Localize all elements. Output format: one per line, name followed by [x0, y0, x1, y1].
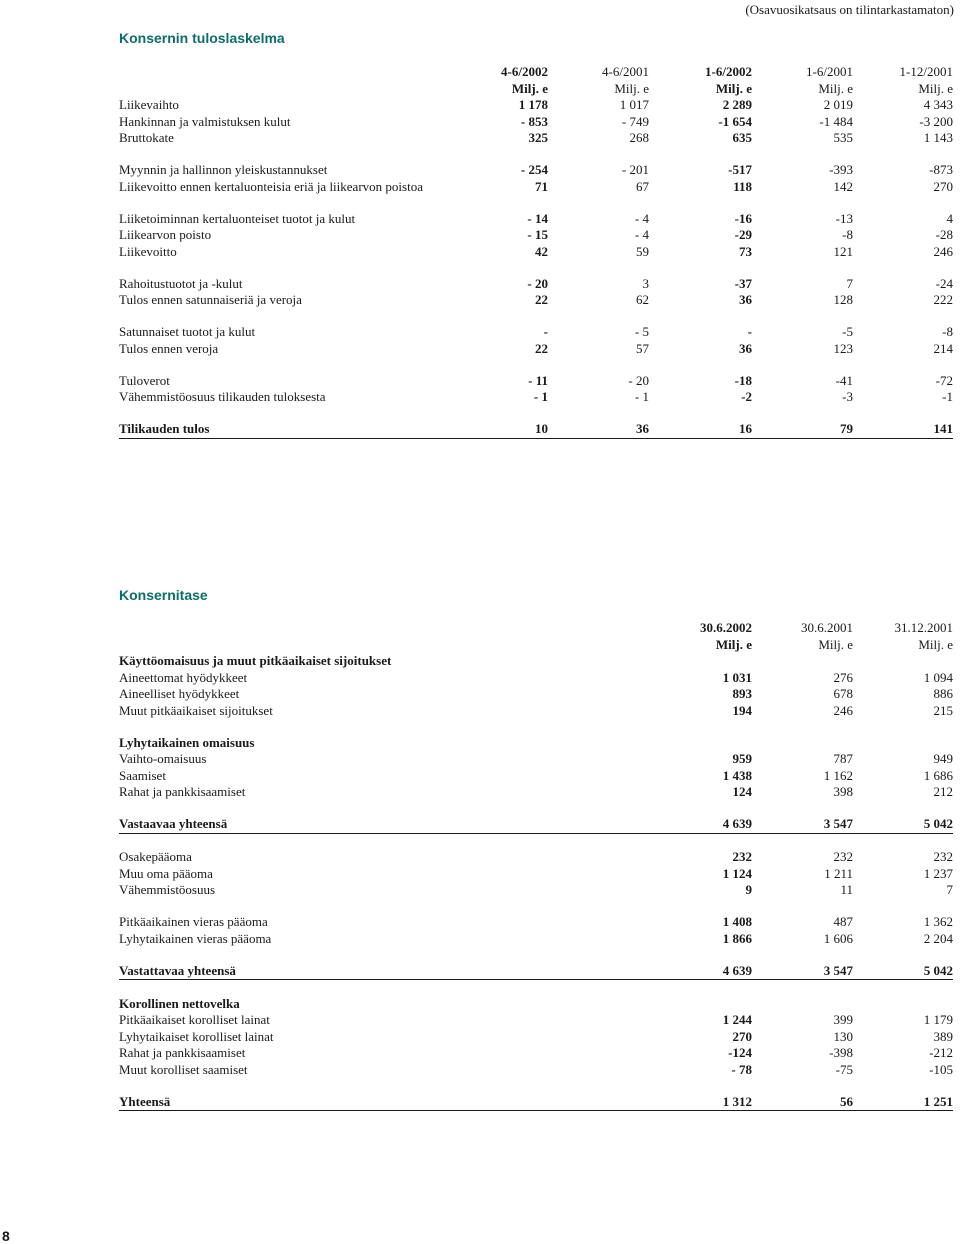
table-row — [119, 1045, 953, 1062]
section-heading-row — [119, 735, 953, 752]
row-label: Satunnaiset tuotot ja kulut — [119, 324, 256, 339]
value-cell: - 853 — [520, 113, 548, 129]
value-cell: 1 312 — [722, 1093, 752, 1109]
value-cell: - — [747, 324, 752, 339]
column-header-unit: Milj. e — [918, 636, 953, 652]
row-label: Aineelliset hyödykkeet — [119, 686, 240, 701]
value-cell: 9 — [745, 882, 752, 897]
value-cell: 1 237 — [923, 865, 953, 881]
value-cell: 1 162 — [823, 767, 853, 783]
value-cell: -28 — [935, 227, 953, 242]
row-spacer — [119, 980, 953, 996]
section-heading-row — [119, 996, 953, 1013]
value-cell: 1 866 — [722, 930, 752, 946]
value-cell: 3 547 — [823, 816, 853, 831]
row-spacer — [119, 195, 953, 211]
row-label: Pitkäaikainen vieras pääoma — [119, 914, 268, 929]
value-cell: 36 — [739, 292, 752, 307]
row-spacer — [119, 406, 953, 422]
value-cell: 7 — [846, 275, 853, 291]
row-label: Lyhytaikainen vieras pääoma — [119, 930, 272, 946]
table-row — [119, 931, 953, 948]
value-cell: 11 — [840, 882, 853, 897]
row-label: Lyhytaikainen omaisuus — [119, 734, 255, 750]
row-spacer — [119, 357, 953, 373]
value-cell: 1 244 — [722, 1012, 752, 1027]
value-cell: 118 — [733, 178, 752, 194]
value-cell: - — [543, 324, 548, 339]
value-cell: -3 — [842, 389, 853, 404]
value-cell: - 5 — [634, 324, 649, 339]
value-cell: - 78 — [731, 1061, 752, 1077]
value-cell: 398 — [833, 784, 853, 799]
value-cell: -873 — [929, 162, 953, 177]
row-label: Lyhytaikaiset korolliset lainat — [119, 1028, 274, 1044]
table-row — [119, 276, 953, 293]
table-row — [119, 341, 953, 358]
row-label: Rahat ja pankkisaamiset — [119, 1045, 246, 1060]
row-spacer — [119, 309, 953, 325]
value-cell: 141 — [933, 421, 953, 436]
value-cell: 1 143 — [923, 130, 953, 145]
value-cell: -41 — [835, 372, 853, 388]
value-cell: 57 — [636, 340, 649, 356]
value-cell: 67 — [636, 178, 649, 194]
value-cell: -75 — [835, 1061, 853, 1077]
value-cell: 678 — [833, 686, 853, 701]
value-cell: -393 — [829, 162, 853, 177]
column-header-unit: Milj. e — [818, 80, 853, 96]
value-cell: -13 — [835, 210, 853, 226]
column-header-period: 31.12.2001 — [894, 620, 953, 635]
value-cell: 1 094 — [923, 669, 953, 685]
row-label: Muu oma pääoma — [119, 865, 213, 881]
page-number: 8 — [2, 1228, 10, 1244]
value-cell: -18 — [734, 372, 752, 388]
row-label: Käyttöomaisuus ja muut pitkäaikaiset sijoitukset — [119, 653, 392, 668]
row-label: Aineettomat hyödykkeet — [119, 669, 248, 685]
table-row — [119, 914, 953, 931]
row-label: Saamiset — [119, 767, 166, 783]
value-cell: 212 — [933, 784, 953, 799]
value-cell: - 4 — [634, 210, 649, 226]
table-row — [119, 963, 953, 981]
value-cell: 487 — [833, 914, 853, 929]
balance-sheet-table — [119, 620, 953, 1111]
row-label: Muut pitkäaikaiset sijoitukset — [119, 702, 273, 718]
row-label: Liiketoiminnan kertaluonteiset tuotot ja kulut — [119, 210, 356, 226]
value-cell: 1 031 — [722, 669, 752, 685]
row-label: Liikevoitto — [119, 243, 177, 259]
value-cell: 22 — [535, 292, 548, 307]
value-cell: 325 — [528, 130, 548, 145]
column-header-period: 4-6/2001 — [602, 64, 649, 79]
value-cell: -124 — [728, 1045, 752, 1060]
row-label: Myynnin ja hallinnon yleiskustannukset — [119, 162, 328, 177]
table-row — [119, 421, 953, 439]
value-cell: 270 — [732, 1028, 752, 1044]
value-cell: 56 — [840, 1093, 853, 1109]
section-heading-row — [119, 653, 953, 670]
row-spacer — [119, 834, 953, 850]
table-row — [119, 324, 953, 341]
row-label: Rahoitustuotot ja -kulut — [119, 275, 243, 291]
value-cell: 535 — [833, 130, 853, 145]
value-cell: - 20 — [527, 275, 548, 291]
column-header-row — [119, 620, 953, 637]
row-spacer — [119, 899, 953, 915]
table-row — [119, 703, 953, 720]
column-header-unit: Milj. e — [511, 80, 548, 96]
column-header-period: 1-6/2001 — [806, 64, 853, 79]
income-statement-title: Konsernin tuloslaskelma — [119, 30, 285, 46]
value-cell: 268 — [629, 130, 649, 145]
value-cell: 1 251 — [923, 1093, 953, 1109]
value-cell: 4 639 — [722, 962, 752, 978]
table-row — [119, 866, 953, 883]
value-cell: 3 547 — [823, 962, 853, 978]
column-header-unit: Milj. e — [918, 80, 953, 96]
value-cell: 1 362 — [923, 914, 953, 929]
value-cell: 5 042 — [923, 962, 953, 978]
value-cell: 2 204 — [923, 930, 953, 946]
value-cell: 1 124 — [722, 865, 752, 881]
value-cell: 246 — [933, 243, 953, 259]
table-row — [119, 816, 953, 834]
value-cell: -37 — [734, 275, 752, 291]
row-spacer — [119, 801, 953, 817]
value-cell: 2 289 — [722, 97, 752, 112]
table-row — [119, 1062, 953, 1079]
value-cell: 16 — [739, 421, 752, 436]
value-cell: 635 — [732, 130, 752, 145]
value-cell: 1 408 — [722, 914, 752, 929]
row-spacer — [119, 1078, 953, 1094]
row-spacer — [119, 719, 953, 735]
value-cell: 232 — [732, 849, 752, 864]
value-cell: 886 — [933, 686, 953, 701]
value-cell: 4 — [946, 210, 953, 226]
table-row — [119, 373, 953, 390]
table-row — [119, 179, 953, 196]
row-label: Tulos ennen satunnaiseriä ja veroja — [119, 292, 302, 307]
row-label: Tilikauden tulos — [119, 421, 210, 436]
value-cell: 142 — [833, 178, 853, 194]
row-label: Vähemmistöosuus tilikauden tuloksesta — [119, 389, 326, 404]
value-cell: 130 — [833, 1028, 853, 1044]
value-cell: 215 — [933, 702, 953, 718]
value-cell: 73 — [739, 243, 752, 259]
value-cell: - 749 — [621, 113, 649, 129]
value-cell: -3 200 — [919, 113, 953, 129]
value-cell: -24 — [935, 275, 953, 291]
value-cell: 121 — [833, 243, 853, 259]
row-label: Hankinnan ja valmistuksen kulut — [119, 113, 291, 129]
table-row — [119, 244, 953, 261]
column-header-period: 1-12/2001 — [899, 64, 953, 79]
value-cell: 36 — [636, 421, 649, 436]
income-statement-table — [119, 64, 953, 439]
table-row — [119, 751, 953, 768]
table-row — [119, 670, 953, 687]
table-row — [119, 114, 953, 131]
value-cell: 79 — [840, 421, 853, 436]
value-cell: 232 — [833, 849, 853, 864]
value-cell: 124 — [732, 784, 752, 799]
report-note: (Osavuosikatsaus on tilintarkastamaton) — [745, 2, 954, 17]
table-row — [119, 882, 953, 899]
row-label: Tulos ennen veroja — [119, 340, 219, 356]
value-cell: 270 — [933, 178, 953, 194]
value-cell: 1 178 — [518, 97, 548, 112]
value-cell: 2 019 — [823, 97, 853, 112]
value-cell: - 201 — [621, 162, 649, 177]
table-row — [119, 1012, 953, 1029]
value-cell: - 254 — [520, 162, 548, 177]
value-cell: -105 — [929, 1061, 953, 1077]
value-cell: 4 343 — [923, 97, 953, 112]
value-cell: 4 639 — [722, 816, 752, 831]
value-cell: -212 — [929, 1045, 953, 1060]
table-row — [119, 227, 953, 244]
value-cell: -1 654 — [718, 113, 752, 129]
table-row — [119, 130, 953, 147]
value-cell: 1 211 — [824, 865, 853, 881]
row-label: Osakepääoma — [119, 849, 192, 864]
table-row — [119, 211, 953, 228]
value-cell: 1 606 — [823, 930, 853, 946]
row-label: Rahat ja pankkisaamiset — [119, 784, 246, 799]
row-label: Vaihto-omaisuus — [119, 751, 207, 766]
row-label: Liikevoitto ennen kertaluonteisia eriä ja liikearvon poistoa — [119, 178, 423, 194]
row-spacer — [119, 260, 953, 276]
row-label: Tuloverot — [119, 372, 170, 388]
row-label: Liikevaihto — [119, 97, 179, 112]
value-cell: 1 179 — [923, 1012, 953, 1027]
column-header-row — [119, 637, 953, 654]
value-cell: - 15 — [527, 227, 548, 242]
row-label: Vastaavaa yhteensä — [119, 816, 228, 831]
column-header-unit: Milj. e — [818, 636, 853, 652]
column-header-row — [119, 64, 953, 81]
column-header-period: 30.6.2001 — [801, 620, 853, 635]
row-label: Bruttokate — [119, 130, 174, 145]
column-header-unit: Milj. e — [715, 636, 752, 652]
value-cell: -29 — [734, 227, 752, 242]
value-cell: -1 484 — [819, 113, 853, 129]
table-row — [119, 784, 953, 801]
table-row — [119, 292, 953, 309]
table-row — [119, 389, 953, 406]
value-cell: -2 — [741, 389, 752, 404]
value-cell: -5 — [842, 324, 853, 339]
row-label: Muut korolliset saamiset — [119, 1061, 248, 1077]
value-cell: 5 042 — [923, 816, 953, 831]
value-cell: - 1 — [533, 389, 548, 404]
value-cell: 62 — [636, 292, 649, 307]
value-cell: 1 438 — [722, 767, 752, 783]
value-cell: 232 — [933, 849, 953, 864]
value-cell: 3 — [642, 275, 649, 291]
value-cell: 194 — [732, 702, 752, 718]
column-header-unit: Milj. e — [614, 80, 649, 96]
table-row — [119, 849, 953, 866]
row-label: Pitkäaikaiset korolliset lainat — [119, 1012, 270, 1027]
row-label: Liikearvon poisto — [119, 227, 212, 242]
value-cell: 71 — [535, 178, 548, 194]
column-header-unit: Milj. e — [715, 80, 752, 96]
value-cell: 389 — [933, 1028, 953, 1044]
row-label: Korollinen nettovelka — [119, 995, 240, 1011]
value-cell: - 14 — [527, 210, 548, 226]
value-cell: 7 — [946, 882, 953, 897]
table-row — [119, 686, 953, 703]
value-cell: -8 — [842, 227, 853, 242]
value-cell: - 11 — [528, 372, 548, 388]
value-cell: 22 — [535, 340, 548, 356]
value-cell: 787 — [833, 751, 853, 766]
value-cell: 214 — [933, 340, 953, 356]
row-spacer — [119, 147, 953, 163]
value-cell: 59 — [636, 243, 649, 259]
row-label: Vastattavaa yhteensä — [119, 962, 236, 978]
value-cell: 222 — [933, 292, 953, 307]
value-cell: 1 017 — [619, 97, 649, 112]
value-cell: -8 — [942, 324, 953, 339]
balance-sheet-title: Konsernitase — [119, 587, 208, 603]
value-cell: 42 — [535, 243, 548, 259]
value-cell: 128 — [833, 292, 853, 307]
value-cell: 10 — [535, 421, 548, 436]
value-cell: 123 — [833, 340, 853, 356]
column-header-period: 30.6.2002 — [700, 620, 752, 635]
table-row — [119, 768, 953, 785]
row-label: Yhteensä — [119, 1093, 171, 1109]
value-cell: -72 — [935, 372, 953, 388]
table-row — [119, 97, 953, 114]
value-cell: 246 — [833, 702, 853, 718]
value-cell: 893 — [732, 686, 752, 701]
value-cell: -1 — [942, 389, 953, 404]
column-header-period: 4-6/2002 — [501, 64, 548, 79]
table-row — [119, 1029, 953, 1046]
value-cell: - 20 — [628, 372, 649, 388]
value-cell: -517 — [728, 162, 752, 177]
value-cell: 276 — [833, 669, 853, 685]
table-row — [119, 162, 953, 179]
value-cell: - 1 — [634, 389, 649, 404]
value-cell: 959 — [732, 751, 752, 766]
value-cell: -398 — [829, 1045, 853, 1060]
value-cell: - 4 — [634, 227, 649, 242]
table-row — [119, 1094, 953, 1112]
value-cell: 949 — [933, 751, 953, 766]
value-cell: 1 686 — [923, 767, 953, 783]
value-cell: 399 — [833, 1012, 853, 1027]
column-header-row — [119, 81, 953, 98]
value-cell: 36 — [739, 340, 752, 356]
row-spacer — [119, 947, 953, 963]
value-cell: -16 — [734, 210, 752, 226]
column-header-period: 1-6/2002 — [705, 64, 752, 79]
row-label: Vähemmistöosuus — [119, 882, 216, 897]
